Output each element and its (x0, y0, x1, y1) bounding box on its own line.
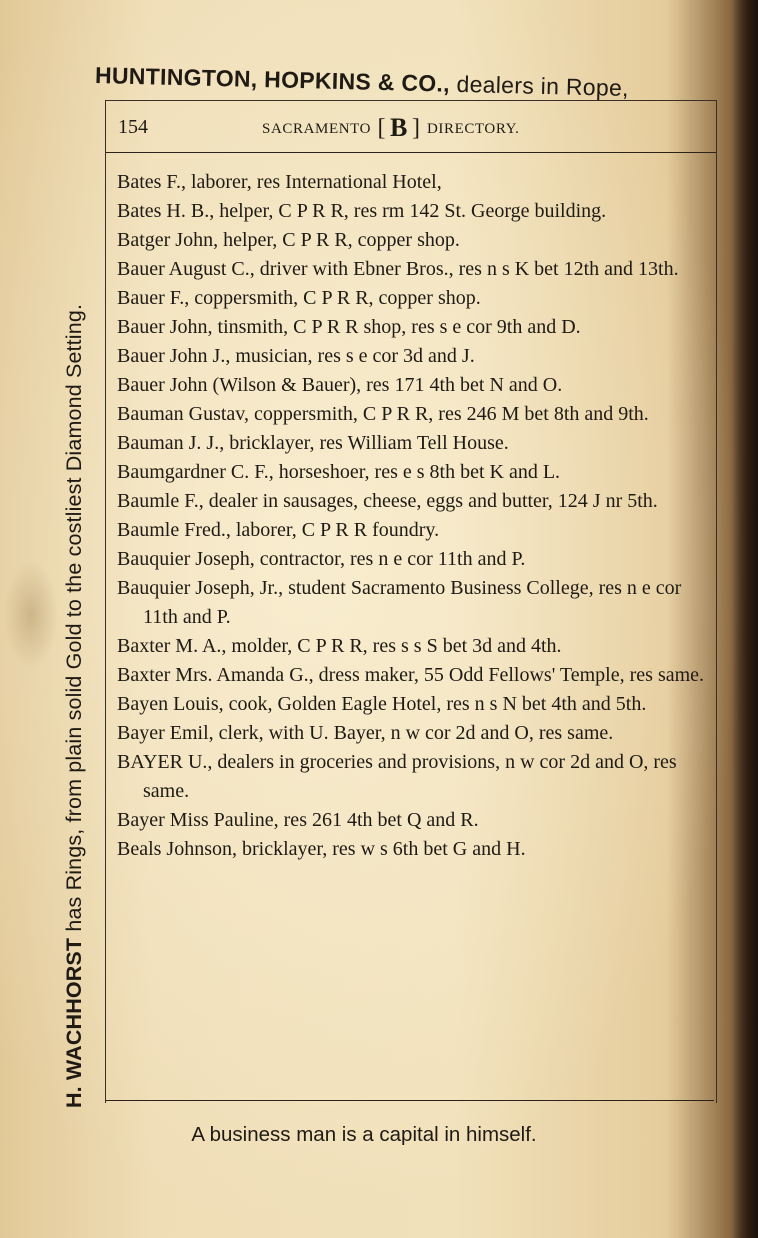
page-number: 154 (118, 116, 148, 138)
directory-entry: Beals Johnson, bricklayer, res w s 6th bet G and H. (117, 838, 526, 860)
directory-entry: Bauquier Joseph, contractor, res n e cor 11th and P. (117, 548, 526, 570)
running-head-letter: B (390, 113, 408, 142)
directory-entry: Batger John, helper, C P R R, copper shop. (117, 229, 460, 251)
top-advertisement-banner (95, 62, 725, 104)
footer-rule (106, 1100, 714, 1101)
side-banner-rest: has Rings, from plain solid Gold to the costliest Diamond Setting. (62, 303, 86, 938)
directory-entry: BAYER U., dealers in groceries and provisions, n w cor 2d and O, res same. (117, 751, 677, 802)
directory-entry: Bauer John J., musician, res s e cor 3d and J. (117, 345, 475, 367)
directory-entry: Bauer John (Wilson & Bauer), res 171 4th bet N and O. (117, 374, 563, 396)
running-head-city: SACRAMENTO (262, 121, 372, 137)
directory-entry: Baumle F., dealer in sausages, cheese, eggs and butter, 124 J nr 5th. (117, 490, 658, 512)
top-banner-rest: dealers in Rope, (449, 70, 630, 102)
directory-entry: Bayen Louis, cook, Golden Eagle Hotel, res n s N bet 4th and 5th. (117, 693, 647, 715)
side-advertisement-banner (62, 98, 87, 1108)
directory-entry: Bauman Gustav, coppersmith, C P R R, res 246 M bet 8th and 9th. (117, 403, 649, 425)
footer-motto: A business man is a capital in himself. (191, 1123, 537, 1146)
directory-entry: Bauer John, tinsmith, C P R R shop, res s e cor 9th and D. (117, 316, 581, 338)
header-rule (106, 152, 716, 153)
directory-entry: Bayer Miss Pauline, res 261 4th bet Q and R. (117, 809, 479, 831)
directory-entries (117, 168, 707, 864)
directory-entry: Bauer August C., driver with Ebner Bros., res n s K bet 12th and 13th. (117, 258, 679, 280)
top-banner-company: HUNTINGTON, HOPKINS & CO., (94, 62, 451, 97)
page-binding-shadow (732, 0, 758, 1238)
directory-entry: Baumgardner C. F., horseshoer, res e s 8th bet K and L. (117, 461, 561, 483)
running-head-bracket-close: ] (411, 115, 421, 141)
running-head (262, 113, 520, 143)
directory-entry: Bates F., laborer, res International Hotel, (117, 171, 442, 193)
running-head-bracket-open: [ (377, 115, 387, 141)
directory-entry: Baumle Fred., laborer, C P R R foundry. (117, 519, 440, 541)
running-head-label: DIRECTORY. (426, 121, 520, 137)
directory-entry: Baxter Mrs. Amanda G., dress maker, 55 Odd Fellows' Temple, res same. (117, 664, 705, 686)
directory-entry: Bauman J. J., bricklayer, res William Tell House. (117, 432, 509, 454)
directory-entry: Baxter M. A., molder, C P R R, res s s S bet 3d and 4th. (117, 635, 562, 657)
side-banner-name: H. WACHHORST (62, 937, 86, 1108)
directory-entry: Bauquier Joseph, Jr., student Sacramento Business College, res n e cor 11th and P. (117, 577, 682, 628)
directory-entry: Bauer F., coppersmith, C P R R, copper shop. (117, 287, 481, 309)
directory-entry: Bates H. B., helper, C P R R, res rm 142 St. George building. (117, 200, 607, 222)
paper-stain (4, 560, 58, 670)
directory-entry: Bayer Emil, clerk, with U. Bayer, n w cor 2d and O, res same. (117, 722, 614, 744)
